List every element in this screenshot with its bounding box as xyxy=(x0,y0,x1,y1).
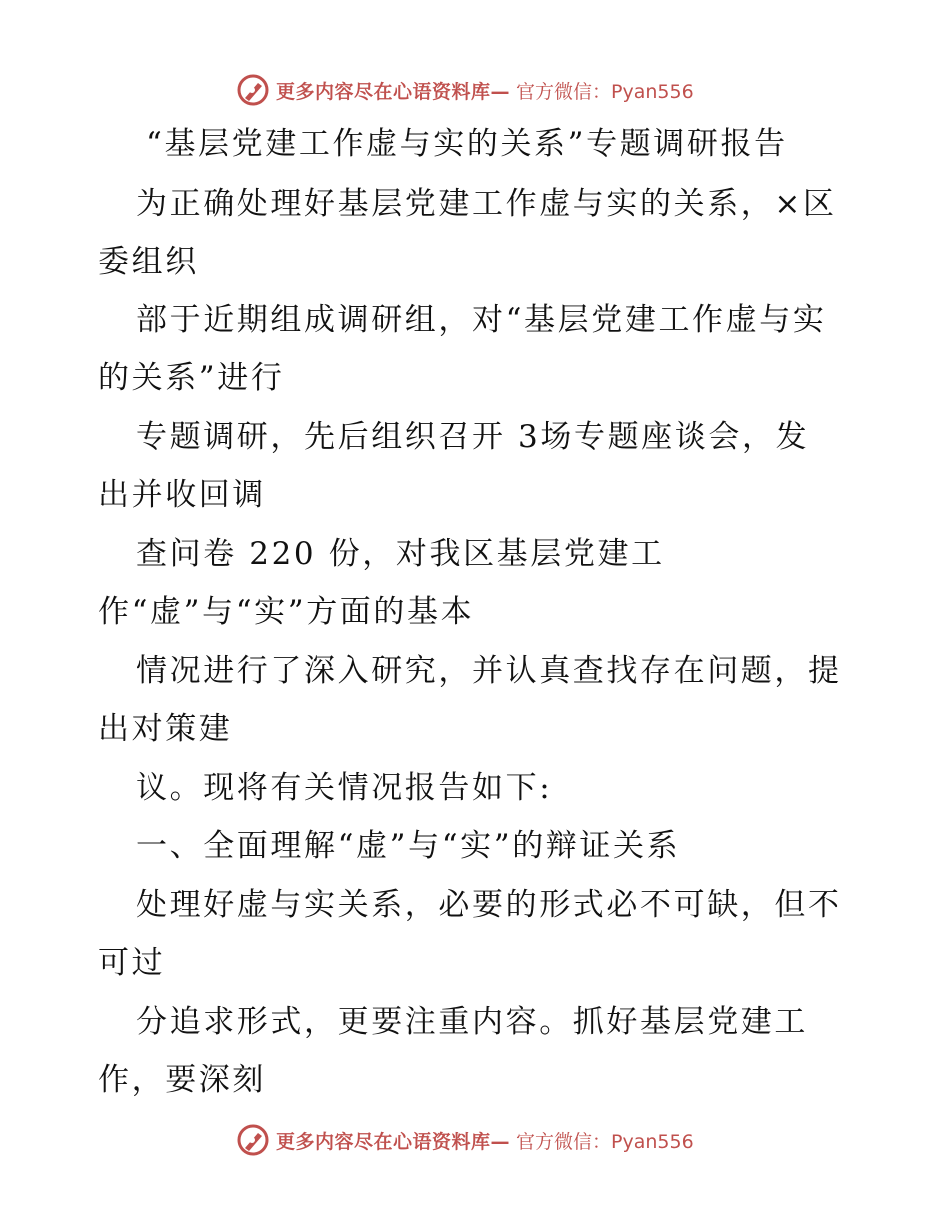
paragraph-line: 作“虚”与“实”方面的基本 xyxy=(98,594,475,630)
paragraph-line: 部于近期组成调研组，对“基层党建工作虚与实 xyxy=(136,302,827,338)
paragraph-line: 委组织 xyxy=(98,244,199,280)
paragraph-line: 可过 xyxy=(98,945,166,981)
pen-logo-icon xyxy=(236,1123,270,1157)
paragraph-line: 为正确处理好基层党建工作虚与实的关系，×区 xyxy=(136,186,837,222)
paragraph-line: 作，要深刻 xyxy=(98,1062,266,1098)
paragraph-line: 出并收回调 xyxy=(98,477,266,513)
header-watermark xyxy=(236,72,694,108)
paragraph-line: 专题调研，先后组织召开 3场专题座谈会，发 xyxy=(136,419,810,455)
paragraph-line: 的关系”进行 xyxy=(98,360,285,396)
footer-watermark xyxy=(236,1122,694,1158)
watermark-text: 更多内容尽在心语资料库— xyxy=(276,80,511,103)
watermark-wechat: 官方微信：Pyan556 xyxy=(516,1130,694,1153)
paragraph-line: 议。现将有关情况报告如下: xyxy=(136,770,553,806)
paragraph-line: 出对策建 xyxy=(98,711,233,747)
watermark-wechat: 官方微信：Pyan556 xyxy=(516,80,694,103)
document-title: “基层党建工作虚与实的关系”专题调研报告 xyxy=(146,126,788,162)
paragraph-line: 处理好虚与实关系，必要的形式必不可缺，但不 xyxy=(136,887,842,923)
paragraph-line: 分追求形式，更要注重内容。抓好基层党建工 xyxy=(136,1004,808,1040)
paragraph-line: 情况进行了深入研究，并认真查找存在问题，提 xyxy=(136,653,842,689)
pen-logo-icon xyxy=(236,73,270,107)
watermark-text: 更多内容尽在心语资料库— xyxy=(276,1130,511,1153)
paragraph-line: 查问卷 220 份，对我区基层党建工 xyxy=(136,536,665,572)
section-heading: 一、全面理解“虚”与“实”的辩证关系 xyxy=(136,828,681,864)
